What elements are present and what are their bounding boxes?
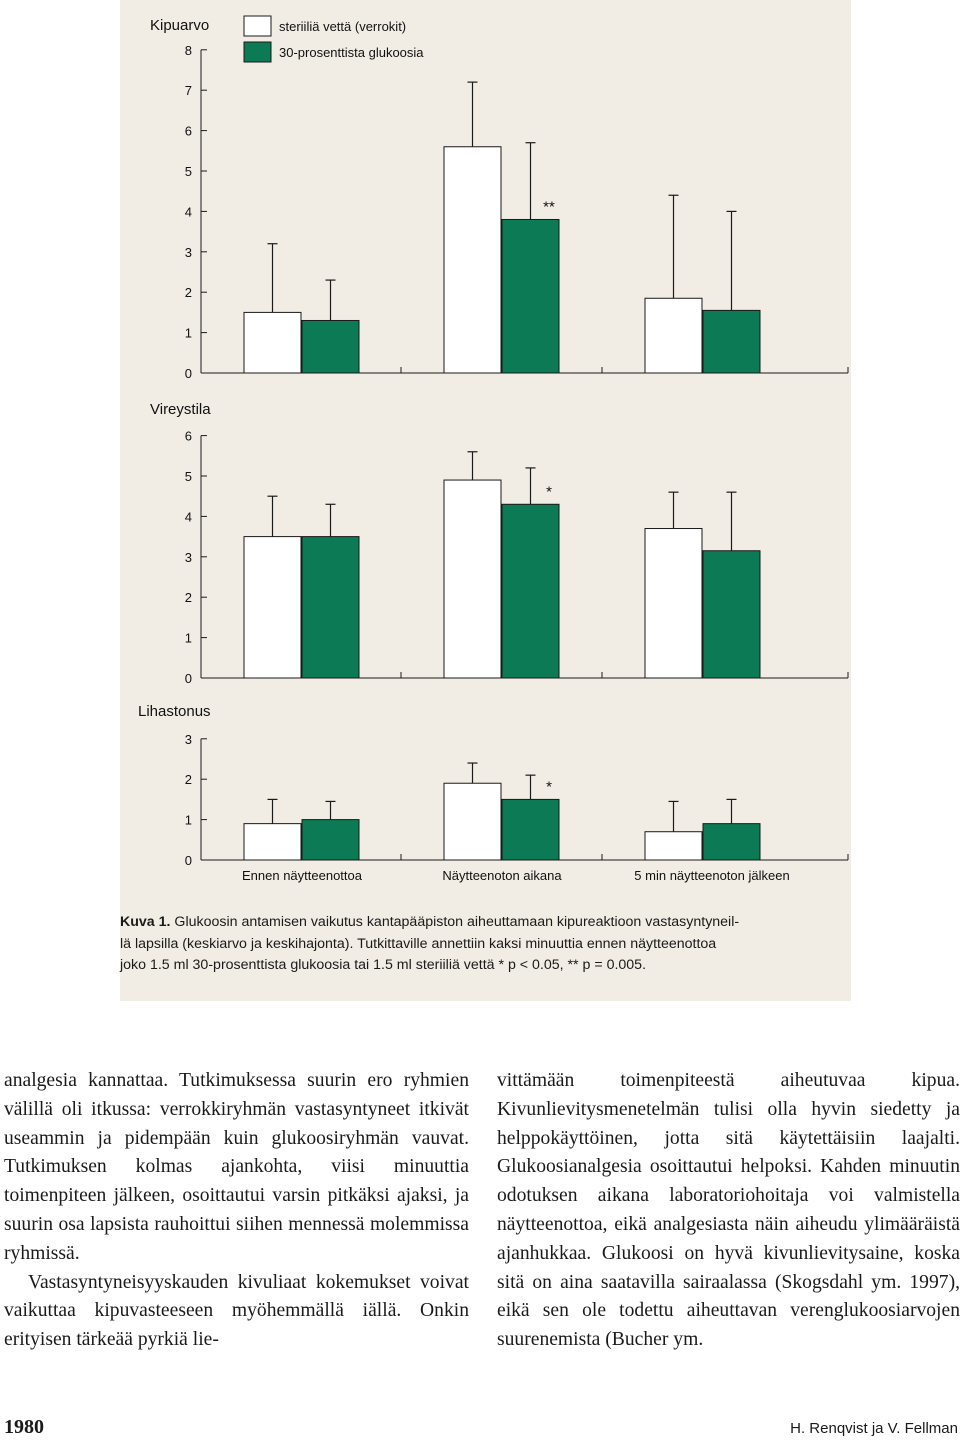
caption-line-3: joko 1.5 ml 30-prosenttista glukoosia tai 1.5 ml steriiliä vettä * p < 0.05, ** p = 0.005. xyxy=(120,957,647,973)
x-category-label: Näytteenoton aikana xyxy=(442,868,562,883)
page-number: 1980 xyxy=(4,1416,44,1438)
y-tick-label: 3 xyxy=(184,244,192,260)
caption-line-1 xyxy=(120,912,850,934)
chart-title: Kipuarvo xyxy=(150,17,210,34)
y-tick-label: 3 xyxy=(184,549,192,565)
y-tick-label: 7 xyxy=(184,83,192,99)
y-tick-label: 1 xyxy=(184,630,192,646)
bar xyxy=(703,310,760,373)
y-tick-label: 2 xyxy=(184,590,192,606)
x-category-label: 5 min näytteenoton jälkeen xyxy=(634,868,790,883)
caption-label: Kuva 1. xyxy=(120,914,171,930)
bar xyxy=(645,832,702,860)
y-tick-label: 1 xyxy=(184,812,192,828)
significance-marker: * xyxy=(546,483,552,501)
y-tick-label: 3 xyxy=(184,731,192,747)
body-column-left xyxy=(4,1067,469,1355)
y-tick-label: 4 xyxy=(184,204,192,220)
bar xyxy=(703,824,760,860)
legend-swatch xyxy=(244,42,271,62)
figure-caption xyxy=(120,912,850,977)
bar xyxy=(244,824,301,860)
y-tick-label: 1 xyxy=(184,325,192,341)
legend-label: 30-prosenttista glukoosia xyxy=(279,45,424,60)
legend-label: steriiliä vettä (verrokit) xyxy=(279,19,407,34)
y-tick-label: 0 xyxy=(184,853,192,868)
bar xyxy=(302,320,359,373)
bar xyxy=(645,298,702,373)
y-tick-label: 5 xyxy=(184,164,192,179)
significance-marker: ** xyxy=(543,198,555,216)
y-tick-label: 0 xyxy=(184,366,192,381)
body-paragraph: vittämään toimenpiteestä aiheutuvaa kipua. Kivunlievitysmenetelmän tulisi olla hyvin siedetty ja helppokäyttöinen, jotta sitä käytettäisiin laajalti. Glukoosianalgesia osoittautui helpoksi. Kahden minuutin odotuksen aikana laboratoriohoitaja voi valmistella näytteenottoa, eikä analgesiasta näin aiheudu ylimääräistä ajanhukkaa. Glukoosi on hyvä kivunlievitysaine, koska sitä on aina saatavilla sairaalassa (Skogsdahl ym. 1997), eikä sen ole todettu aiheuttavan verenglukoosiarvojen suurenemista (Bucher ym. xyxy=(497,1070,960,1351)
y-tick-label: 6 xyxy=(184,428,192,444)
bar xyxy=(444,147,501,373)
bar xyxy=(244,537,301,678)
y-tick-label: 2 xyxy=(184,285,192,301)
y-tick-label: 4 xyxy=(184,509,192,525)
bar xyxy=(244,312,301,373)
body-paragraph: Vastasyntyneisyyskauden kivuliaat kokemukset voivat vaikuttaa kipuvasteeseen myöhemmällä iällä. Onkin erityisen tärkeää pyrkiä lie- xyxy=(4,1271,469,1351)
chart-title: Lihastonus xyxy=(138,703,211,720)
bar xyxy=(502,219,559,373)
body-paragraph: analgesia kannattaa. Tutkimuksessa suurin ero ryhmien välillä oli itkussa: verrokkiryhmän vastasyntyneet itkivät useammin ja pidempään kuin glukoosiryhmän vauvat. Tutkimuksen kolmas ajankohta, viisi minuuttia toimenpiteen jälkeen, osoittautui varsin pitkäksi ajaksi, ja suurin osa lapsista rauhoittui siihen mennessä molemmissa ryhmissä. xyxy=(4,1070,469,1264)
legend-swatch xyxy=(244,16,271,36)
caption-line-2: lä lapsilla (keskiarvo ja keskihajonta). Tutkittaville annettiin kaksi minuuttia ennen näytteenottoa xyxy=(120,935,717,952)
y-tick-label: 0 xyxy=(184,671,192,686)
bar xyxy=(444,783,501,860)
bar xyxy=(302,820,359,860)
y-tick-label: 2 xyxy=(184,772,192,788)
y-tick-label: 6 xyxy=(184,123,192,139)
body-column-right xyxy=(497,1067,960,1355)
significance-marker: * xyxy=(546,778,552,796)
bar xyxy=(302,537,359,678)
chart-title: Vireystila xyxy=(150,401,211,418)
y-tick-label: 8 xyxy=(184,42,192,58)
y-tick-label: 5 xyxy=(184,469,192,484)
caption-text-1: Glukoosin antamisen vaikutus kantapääpiston aiheuttamaan kipureaktioon vastasyntyneil- xyxy=(170,914,740,930)
bar xyxy=(703,551,760,678)
x-category-label: Ennen näytteenottoa xyxy=(242,868,362,883)
bar xyxy=(502,799,559,860)
running-footer-authors: H. Renqvist ja V. Fellman xyxy=(790,1420,958,1437)
bar xyxy=(645,529,702,678)
bar xyxy=(444,480,501,678)
bar xyxy=(502,504,559,678)
